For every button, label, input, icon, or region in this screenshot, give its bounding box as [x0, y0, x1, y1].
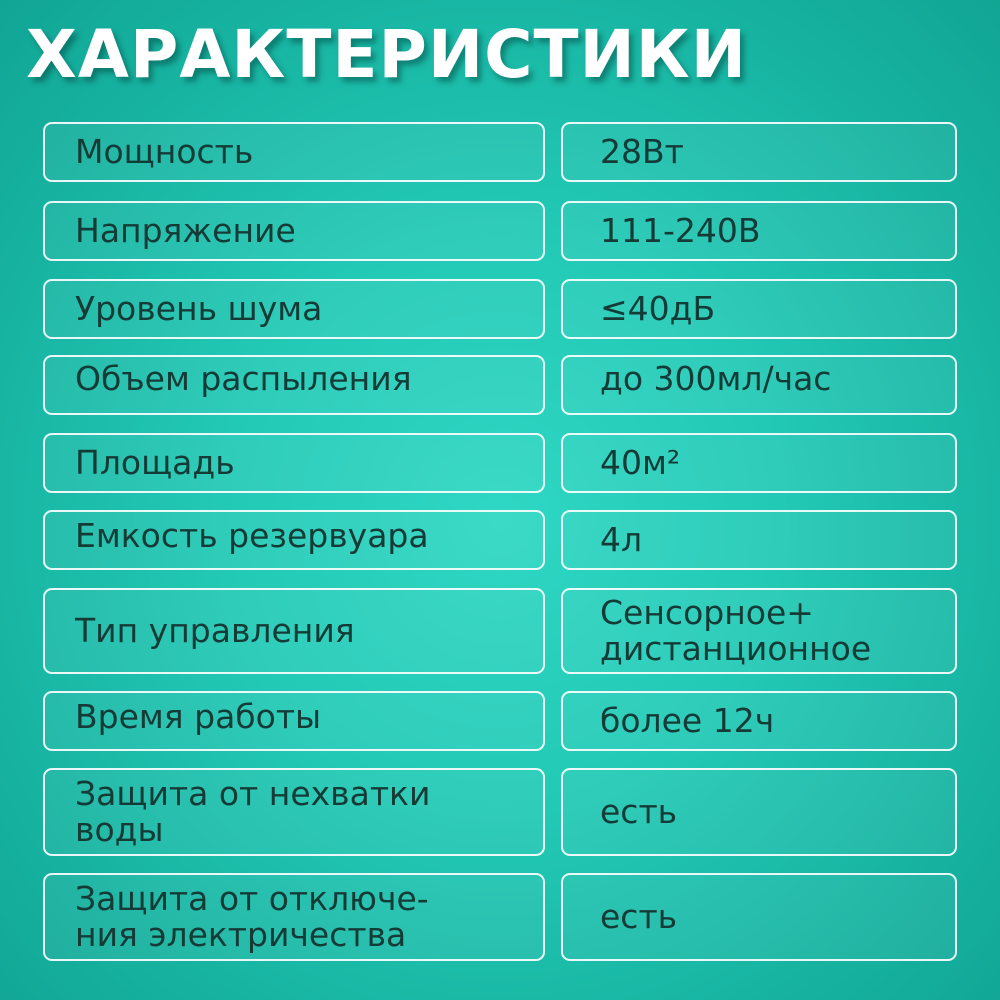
- spec-label-low-water-protection: [43, 768, 545, 856]
- spec-value-text: Сенсорное+ дистанционное: [600, 593, 872, 668]
- spec-value-text: есть: [600, 792, 678, 831]
- spec-value-text: 40м²: [600, 443, 681, 482]
- spec-label-tank-capacity: [43, 510, 545, 570]
- spec-value-noise: [561, 279, 957, 339]
- page-title: ХАРАКТЕРИСТИКИ: [26, 16, 747, 93]
- spec-value-text: 111-240В: [600, 211, 761, 250]
- spec-label-text: Напряжение: [75, 211, 296, 250]
- spec-label-text: Защита от отключе- ния электричества: [75, 879, 429, 954]
- spec-label-text: Защита от нехватки воды: [75, 774, 431, 849]
- spec-label-text: Емкость резервуара: [75, 516, 429, 555]
- spec-value-text: до 300мл/час: [600, 359, 832, 398]
- spec-value-text: более 12ч: [600, 701, 775, 740]
- spec-label-text: Уровень шума: [75, 289, 323, 328]
- spec-value-tank-capacity: [561, 510, 957, 570]
- spec-value-text: 4л: [600, 520, 643, 559]
- spec-value-control-type: [561, 588, 957, 674]
- spec-label-spray-volume: [43, 355, 545, 415]
- spec-label-text: Время работы: [75, 697, 322, 736]
- spec-label-text: Мощность: [75, 132, 254, 171]
- spec-label-noise: [43, 279, 545, 339]
- spec-value-text: ≤40дБ: [600, 289, 716, 328]
- spec-label-power-outage-protection: [43, 873, 545, 961]
- spec-value-area: [561, 433, 957, 493]
- spec-label-text: Тип управления: [75, 611, 355, 650]
- spec-value-runtime: [561, 691, 957, 751]
- spec-value-low-water-protection: [561, 768, 957, 856]
- spec-value-spray-volume: [561, 355, 957, 415]
- spec-value-voltage: [561, 201, 957, 261]
- spec-value-text: есть: [600, 897, 678, 936]
- spec-label-voltage: [43, 201, 545, 261]
- spec-label-text: Площадь: [75, 443, 235, 482]
- spec-label-runtime: [43, 691, 545, 751]
- spec-label-text: Объем распыления: [75, 359, 412, 398]
- spec-value-power: [561, 122, 957, 182]
- spec-label-area: [43, 433, 545, 493]
- spec-label-control-type: [43, 588, 545, 674]
- spec-value-text: 28Вт: [600, 132, 684, 171]
- spec-label-power: [43, 122, 545, 182]
- spec-value-power-outage-protection: [561, 873, 957, 961]
